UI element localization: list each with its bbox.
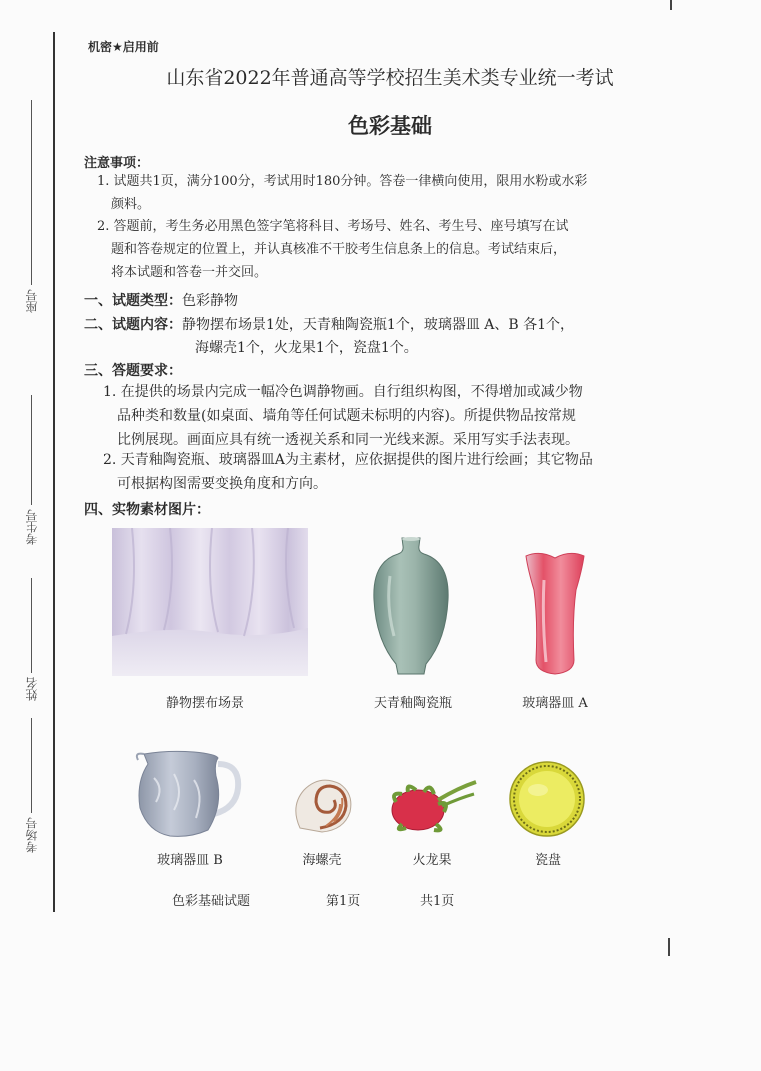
- room-field: [18, 718, 44, 857]
- vase-photo: [368, 536, 454, 678]
- footer-paper-name: 色彩基础试题: [172, 894, 251, 909]
- footer-total: 共1页: [420, 894, 455, 909]
- nautilus-shell-icon: [290, 776, 354, 834]
- celadon-vase-icon: [368, 536, 454, 678]
- shell-caption: 海螺壳: [302, 853, 342, 868]
- secret-mark: 机密★启用前: [88, 40, 159, 54]
- section-1: [84, 290, 238, 310]
- notice-item-2-line1: 2. 答题前，考生务必用黑色签字笔将科目、考场号、姓名、考生号、座号填写在试: [97, 219, 569, 234]
- section-3-item-1-line1: 1. 在提供的场景内完成一幅冷色调静物画。自行组织构图，不得增加或减少物: [103, 384, 583, 400]
- pink-glass-vase-icon: [522, 550, 588, 678]
- name-blank: [31, 578, 32, 673]
- footer-page: 第1页: [326, 894, 361, 909]
- glass-a-photo: [522, 550, 588, 678]
- dragon-fruit-icon: [388, 780, 478, 834]
- cloth-drape-icon: [112, 528, 308, 676]
- yellow-plate-icon: [508, 760, 586, 838]
- room-label: 考场号: [24, 817, 39, 853]
- room-blank: [31, 718, 32, 813]
- subject-title: 色彩基础: [348, 114, 432, 138]
- notice-item-2-line2: 题和答卷规定的位置上，并认真核准不干胶考生信息条上的信息。考试结束后，: [111, 242, 567, 257]
- section-2-line1: 静物摆布场景1处，天青釉陶瓷瓶1个，玻璃器皿 A、B 各1个，: [182, 317, 575, 333]
- notice-item-2-line3: 将本试题和答卷一并交回。: [111, 265, 268, 280]
- notice-item-2: [97, 215, 677, 284]
- cloth-photo: [112, 528, 308, 676]
- section-3-heading: [84, 360, 182, 380]
- edge-mark-top: [670, 0, 672, 10]
- seat-label: 座号: [24, 289, 39, 313]
- section-3-label: 三、答题要求：: [84, 363, 182, 379]
- candidate-no-field: [18, 395, 44, 549]
- candidate-no-label: 考生号: [24, 509, 39, 545]
- binding-line: [53, 32, 55, 912]
- plate-photo: [508, 760, 586, 838]
- section-2-line2: 海螺壳1个，火龙果1个，瓷盘1个。: [195, 340, 418, 356]
- section-1-value: 色彩静物: [182, 293, 238, 309]
- glass-a-caption: 玻璃器皿 A: [522, 696, 588, 711]
- section-3-item-2: [103, 448, 673, 496]
- seat-field: [18, 100, 44, 317]
- section-2: [84, 314, 574, 334]
- notice-heading: 注意事项：: [84, 156, 150, 171]
- name-field: [18, 578, 44, 705]
- section-4-label: 四、实物素材图片：: [84, 502, 210, 518]
- seat-blank: [31, 100, 32, 285]
- notice-item-1-line2: 颜料。: [111, 197, 151, 212]
- glass-b-photo: [134, 748, 244, 840]
- edge-mark-bottom: [668, 938, 670, 956]
- notice-item-1: [97, 170, 677, 216]
- notice-item-1-line1: 1. 试题共1页，满分100分，考试用时180分钟。答卷一律横向使用，限用水粉或水彩: [97, 174, 588, 189]
- section-1-label: 一、试题类型：: [84, 293, 182, 309]
- section-3-item-1-line2: 品种类和数量(如桌面、墙角等任何试题未标明的内容)。所提供物品按常规: [117, 408, 576, 424]
- section-3-item-2-line1: 2. 天青釉陶瓷瓶、玻璃器皿A为主素材，应依据提供的图片进行绘画；其它物品: [103, 452, 593, 468]
- dragonfruit-caption: 火龙果: [412, 853, 452, 868]
- dragonfruit-photo: [388, 780, 478, 834]
- section-3-item-1: [103, 380, 673, 452]
- glass-pitcher-icon: [134, 748, 244, 840]
- section-3-item-2-line2: 可根据构图需要变换角度和方向。: [117, 476, 327, 492]
- cloth-caption: 静物摆布场景: [165, 696, 244, 711]
- section-2-label: 二、试题内容：: [84, 317, 182, 333]
- name-label: 姓名: [24, 677, 39, 701]
- candidate-no-blank: [31, 395, 32, 505]
- shell-photo: [290, 776, 354, 834]
- section-4-heading: [84, 499, 210, 519]
- exam-title: 山东省2022年普通高等学校招生美术类专业统一考试: [166, 67, 614, 89]
- vase-caption: 天青釉陶瓷瓶: [373, 696, 452, 711]
- glass-b-caption: 玻璃器皿 B: [157, 853, 223, 868]
- section-3-item-1-line3: 比例展现。画面应具有统一透视关系和同一光线来源。采用写实手法表现。: [117, 432, 579, 448]
- plate-caption: 瓷盘: [534, 853, 561, 868]
